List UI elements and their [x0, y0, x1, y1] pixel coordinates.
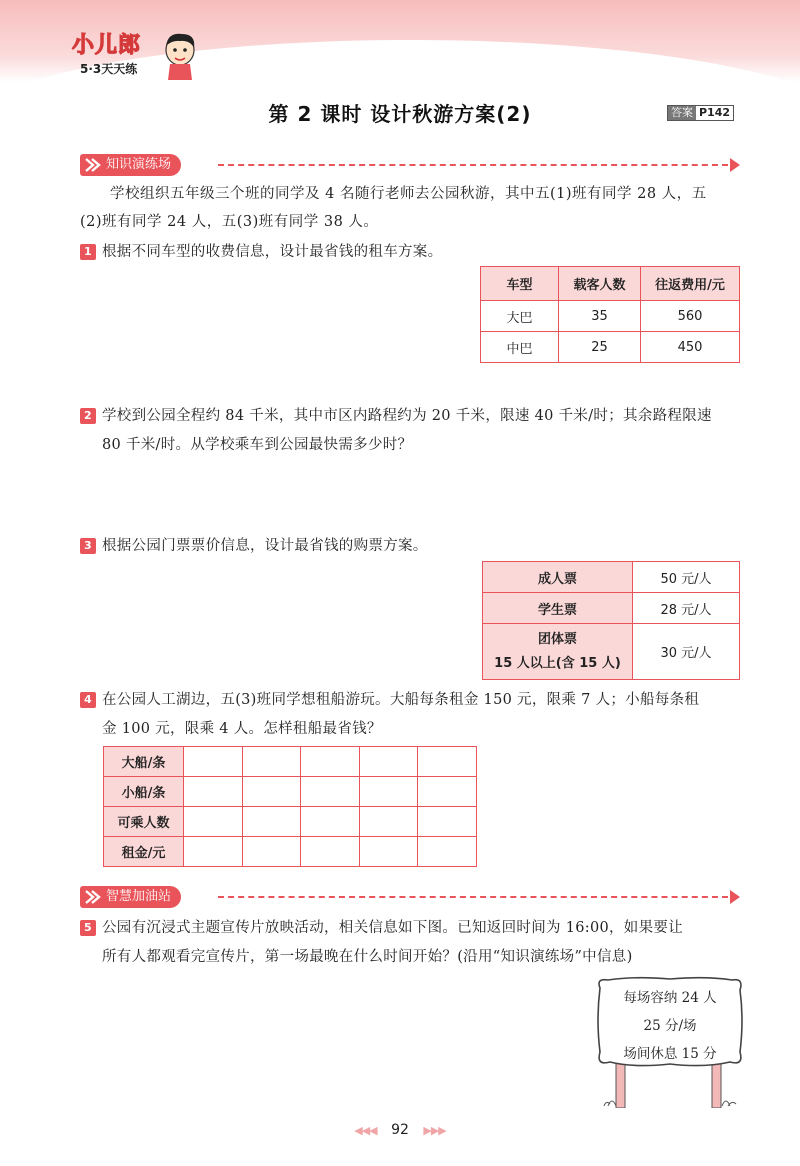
- question-number: 1: [80, 244, 96, 260]
- question-5-line-2: 所有人都观看完宣传片，第一场最晚在什么时间开始？(沿用“知识演练场”中信息): [102, 949, 633, 965]
- question-number: 4: [80, 692, 96, 708]
- table-cell: 大巴: [481, 301, 559, 332]
- student-ticket-label: 学生票: [483, 593, 633, 624]
- answer-cell[interactable]: [301, 747, 360, 777]
- arrow-tip-icon: [730, 158, 740, 172]
- group-ticket-price: 30 元/人: [633, 624, 740, 680]
- answer-cell[interactable]: [418, 777, 477, 807]
- right-arrows-icon: ▶▶▶: [423, 1124, 446, 1137]
- column-header: 载客人数: [559, 267, 641, 301]
- table-cell: 450: [641, 332, 740, 363]
- question-number: 5: [80, 920, 96, 936]
- answer-cell[interactable]: [418, 807, 477, 837]
- table-row: [481, 301, 740, 332]
- question-2-line-1: 学校到公园全程约 84 千米，其中市区内路程约为 20 千米，限速 40 千米/时；其余路程限速: [102, 408, 712, 424]
- group-ticket-note: 15 人以上(含 15 人): [494, 655, 621, 671]
- answer-cell[interactable]: [359, 837, 418, 867]
- group-ticket-title: 团体票: [537, 631, 577, 647]
- row-label: 租金/元: [104, 837, 184, 867]
- series-label: 5·3天天练: [80, 62, 138, 76]
- sign-break: 场间休息 15 分: [623, 1046, 717, 1062]
- page-title: 第 2 课时 设计秋游方案(2): [268, 102, 532, 126]
- answer-cell[interactable]: [359, 777, 418, 807]
- answer-cell[interactable]: [301, 807, 360, 837]
- page-number: 92: [391, 1122, 409, 1138]
- question-5: [80, 914, 745, 972]
- answer-cell[interactable]: [418, 747, 477, 777]
- section-divider: [218, 164, 728, 166]
- table-cell: 25: [559, 332, 641, 363]
- intro-line-2: (2)班有同学 24 人，五(3)班有同学 38 人。: [80, 214, 379, 230]
- question-4: [80, 686, 745, 744]
- column-header: 车型: [481, 267, 559, 301]
- table-row: [483, 624, 740, 680]
- intro-line-1: 学校组织五年级三个班的同学及 4 名随行老师去公园秋游，其中五(1)班有同学 28 人，五: [110, 186, 707, 202]
- section-practice-title: 知识演练场: [80, 154, 181, 176]
- table-row: [481, 332, 740, 363]
- answer-page: P142: [699, 106, 731, 119]
- answer-cell[interactable]: [301, 837, 360, 867]
- answer-cell[interactable]: [184, 837, 243, 867]
- answer-cell[interactable]: [359, 747, 418, 777]
- mascot-icon: [160, 30, 200, 80]
- row-label: 大船/条: [104, 747, 184, 777]
- bus-fee-table: [480, 266, 740, 363]
- table-cell: 560: [641, 301, 740, 332]
- answer-label: 答案: [668, 106, 696, 120]
- table-row: [104, 807, 477, 837]
- row-label: 小船/条: [104, 777, 184, 807]
- sign-duration: 25 分/场: [643, 1018, 697, 1034]
- table-row: [483, 562, 740, 593]
- question-number: 2: [80, 408, 96, 424]
- adult-ticket-price: 50 元/人: [633, 562, 740, 593]
- boat-rental-table: [103, 746, 477, 867]
- left-arrows-icon: ◀◀◀: [354, 1124, 377, 1137]
- double-arrow-icon: [84, 889, 102, 905]
- table-cell: 中巴: [481, 332, 559, 363]
- question-4-line-1: 在公园人工湖边，五(3)班同学想租船游玩。大船每条租金 150 元，限乘 7 人；小船每条租: [102, 692, 700, 708]
- answer-cell[interactable]: [184, 807, 243, 837]
- answer-cell[interactable]: [359, 807, 418, 837]
- question-1: [80, 238, 745, 267]
- table-row: [104, 777, 477, 807]
- answer-cell[interactable]: [242, 747, 301, 777]
- question-3-text: 根据公园门票票价信息，设计最省钱的购票方案。: [102, 538, 428, 554]
- question-5-line-1: 公园有沉浸式主题宣传片放映活动，相关信息如下图。已知返回时间为 16:00，如果要让: [102, 920, 683, 936]
- answer-cell[interactable]: [242, 777, 301, 807]
- column-header: 往返费用/元: [641, 267, 740, 301]
- question-number: 3: [80, 538, 96, 554]
- sign-capacity: 每场容纳 24 人: [623, 990, 717, 1006]
- table-row: [104, 837, 477, 867]
- double-arrow-icon: [84, 157, 102, 173]
- question-2: [80, 402, 745, 460]
- ticket-price-table: [482, 561, 740, 680]
- group-ticket-label: [483, 624, 633, 680]
- student-ticket-price: 28 元/人: [633, 593, 740, 624]
- row-label: 可乘人数: [104, 807, 184, 837]
- intro-paragraph: [80, 180, 740, 236]
- table-row: [483, 593, 740, 624]
- section-wisdom-title: 智慧加油站: [80, 886, 181, 908]
- table-cell: 35: [559, 301, 641, 332]
- page-footer: [0, 1122, 800, 1138]
- answer-cell[interactable]: [418, 837, 477, 867]
- answer-cell[interactable]: [242, 837, 301, 867]
- question-4-line-2: 金 100 元，限乘 4 人。怎样租船最省钱？: [102, 721, 382, 737]
- adult-ticket-label: 成人票: [483, 562, 633, 593]
- answer-cell[interactable]: [242, 807, 301, 837]
- question-2-line-2: 80 千米/时。从学校乘车到公园最快需多少时？: [102, 437, 413, 453]
- answer-cell[interactable]: [184, 747, 243, 777]
- question-1-text: 根据不同车型的收费信息，设计最省钱的租车方案。: [102, 244, 443, 260]
- arrow-tip-icon: [730, 890, 740, 904]
- table-header-row: [481, 267, 740, 301]
- section-divider: [218, 896, 728, 898]
- brand-logo: 小儿郎: [72, 33, 142, 58]
- section-practice: [80, 154, 740, 176]
- answer-cell[interactable]: [301, 777, 360, 807]
- answer-reference[interactable]: [667, 105, 734, 121]
- question-3: [80, 532, 745, 561]
- section-wisdom: [80, 886, 740, 908]
- answer-cell[interactable]: [184, 777, 243, 807]
- table-row: [104, 747, 477, 777]
